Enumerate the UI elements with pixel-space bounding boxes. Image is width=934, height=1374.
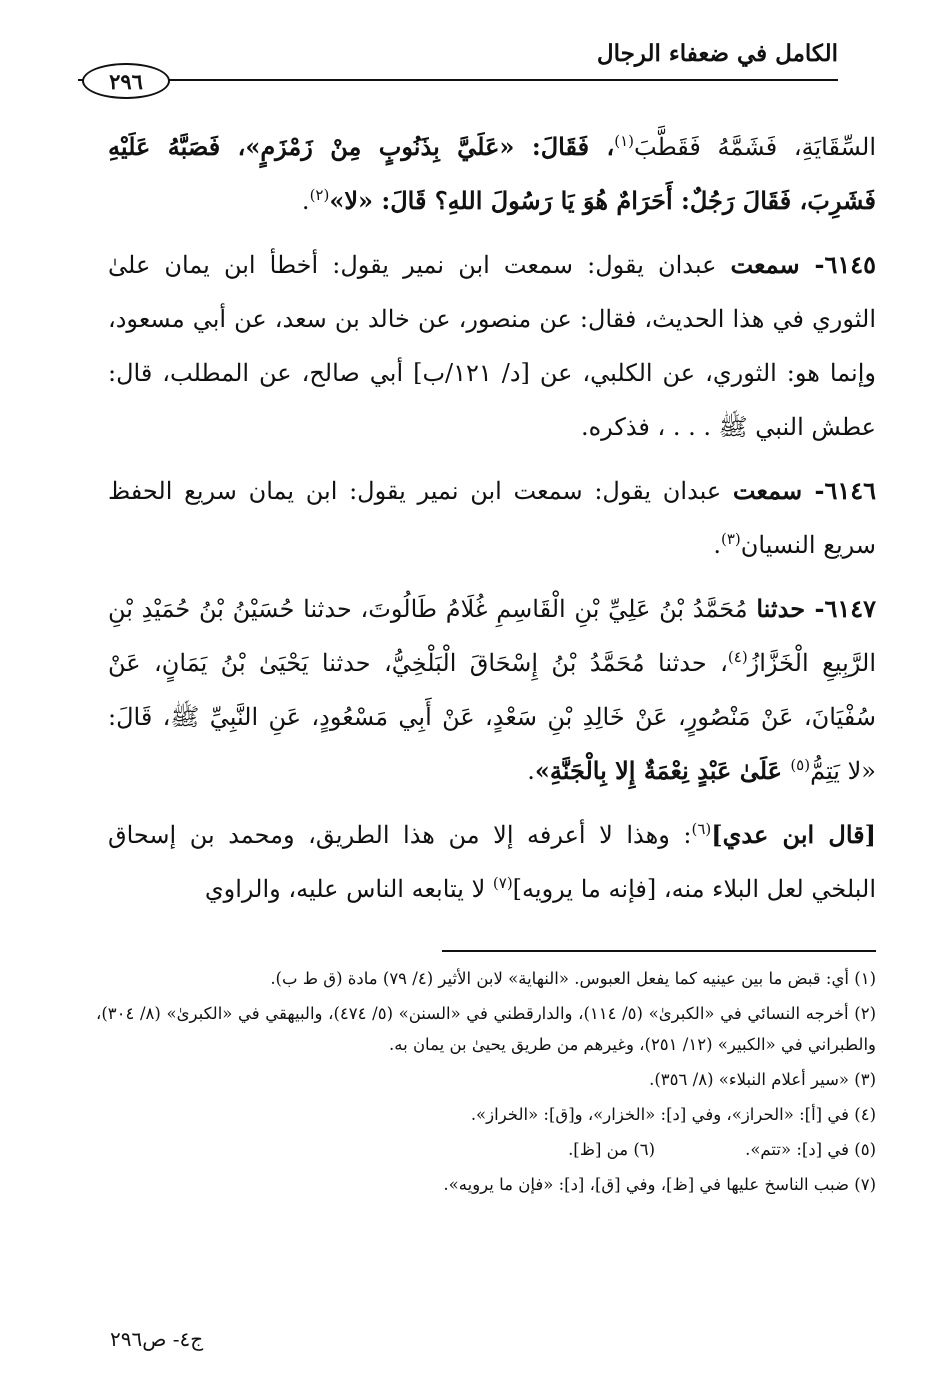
footnote-6: (٦) من [ظ]. [568,1140,656,1159]
footnote-row [96,1134,876,1165]
header-rule [78,79,838,81]
entry-lead: ٦١٤٥- سمعت [730,250,876,279]
footnote-ref: (٦) [691,820,712,838]
paragraph-6147 [108,582,876,798]
text-run: السِّقَايَةِ، فَشَمَّهُ فَقَطَّبَ [634,133,876,161]
footnote-ref: (١) [614,132,634,150]
footnote-7: (٧) ضبب الناسخ عليها في [ظ]، وفي [ق]، [د]: «فإن ما يرويه». [443,1175,876,1194]
footnote-ref: (٥) [790,756,811,774]
text-run: . [713,531,721,559]
text-run: لا يتابعه الناس عليه، والراوي [204,875,493,903]
text-run: عبدان يقول: سمعت ابن نمير يقول: ابن يمان سريع الحفظ سريع النسيان [108,477,876,559]
entry-lead: [قال ابن عدي] [711,820,876,849]
footnote-2: (٢) أخرجه النسائي في «الكبرىٰ» (٥/ ١١٤)، والدارقطني في «السنن» (٥/ ٤٧٤)، والبيهقي في «الكبرىٰ» (٨/ ٣٠٤)، والطبراني في «الكبير» (١٢/ ٢٥١)، وغيرهم من طريق يحيىٰ بن يمان به. [96,1004,876,1054]
paragraph-6146 [108,464,876,572]
footnote-ref: (٣) [720,530,741,548]
footnote-rule [442,950,876,952]
text-run: ، فَقَالَ: «عَلَيَّ بِذَنُوبٍ مِنْ زَمْزَمٍ»، فَصَبَّهُ عَلَيْهِ فَشَرِبَ، فَقَالَ رَجُلٌ: أَحَرَامٌ هُوَ يَا رَسُولَ اللهِ؟ قَالَ: «لا» [108,132,876,215]
footnote-5: (٥) في [د]: «تتم». [745,1140,876,1159]
entry-lead: ٦١٤٦- سمعت [732,476,876,505]
page-number-badge [82,63,170,99]
footnote-ref: (٢) [309,186,330,204]
text-run: عبدان يقول: سمعت ابن نمير يقول: أخطأ ابن يمان علىٰ الثوري في هذا الحديث، فقال: عن منصور، عن خالد بن سعد، عن أبي مسعود، وإنما هو: الثوري، عن الكلبي، عن [د/ ١٢١/ب] أبي صالح، عن المطلب، قال: عطش النبي ﷺ . . . ، فذكره. [108,251,877,441]
text-run: مُحَمَّدُ بْنُ عَلِيِّ بْنِ الْقَاسِمِ غُلَامُ طَالُوتَ، حدثنا حُسَيْنُ بْنُ حُمَيْدِ بْنِ الرَّبِيعِ الْخَزَّازُ [108,595,876,677]
running-title: الكامل في ضعفاء الرجال [596,40,838,67]
text-run: . [301,187,310,215]
footnote-1: (١) أي: قبض ما بين عينيه كما يفعل العبوس. «النهاية» لابن الأثير (٤/ ٧٩) مادة (ق ط ب). [270,969,876,988]
text-run: ، حدثنا مُحَمَّدُ بْنُ إِسْحَاقَ الْبَلْخِيُّ، حدثنا يَحْيَىٰ بْنُ يَمَانٍ، عَنْ سُفْيَانَ، عَنْ مَنْصُورٍ، عَنْ خَالِدِ بْنِ سَعْدٍ، عَنْ أَبِي مَسْعُودٍ، عَنِ النَّبِيِّ ﷺ، قَالَ: «لا يَتِمُّ [108,649,877,785]
footnote-3: (٣) «سير أعلام النبلاء» (٨/ ٣٥٦). [649,1070,876,1089]
volume-page-mark: ج٤- ص٢٩٦ [110,1327,204,1351]
footnote-ref: (٧) [492,874,513,892]
footnotes [96,963,876,1204]
text-run: : وهذا لا أعرفه إلا من هذا الطريق، ومحمد بن إسحاق البلخي لعل البلاء منه، [فإنه ما يرويه] [108,821,876,903]
main-text [108,120,876,926]
text-run: . [527,757,535,785]
footnote-ref: (٤) [727,648,748,666]
page-number: ٢٩٦ [109,68,143,94]
footnote-4: (٤) في [أ]: «الحراز»، وفي [د]: «الخزار»، و[ق]: «الخراز». [470,1105,876,1124]
hadith-text: عَلَىٰ عَبْدٍ نِعْمَةٌ إِلا بِالْجَنَّةِ» [534,756,791,785]
entry-lead: ٦١٤٧- حدثنا [756,594,877,623]
paragraph-6145 [108,238,876,454]
paragraph-hadith-continuation [108,120,876,228]
paragraph-ibn-adi [108,808,876,916]
